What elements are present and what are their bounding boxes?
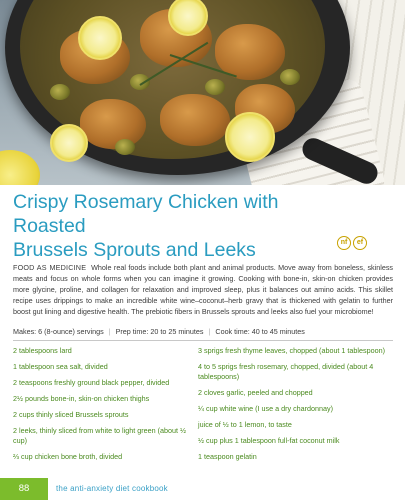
ingredients-left-column [13,346,191,467]
makes-label: Makes: [13,327,37,336]
egg-free-badge-icon: ef [353,236,367,250]
divider [13,340,393,341]
lemon-slice [50,124,88,162]
ingredient: 2 cups thinly sliced Brussels sprouts [13,409,129,419]
intro-text: Whole real foods include both plant and animal products. Move away from boneless, skinless meats and focus on whole forms when you can imagine it growing. Cooking with bone-in, skin-on chicken provides more glycine, proline, and collagen for relaxation and improved sleep, plus it balances out amino acids. This skillet recipe uses drippings to make an incredible white wine–coconut–herb gravy that is thickened with gelatin to further boost gut lining and digestive health. The prebiotic fibers in Brussels sprouts and leeks also fuel your microbiome! [13,263,394,316]
ingredient: 1 tablespoon sea salt, divided [13,361,108,371]
recipe-meta [13,327,393,336]
ingredient: 2 tablespoons lard [13,346,72,355]
brussels-sprout [130,74,150,90]
prep-value: 20 to 25 minutes [150,327,204,336]
recipe-intro [13,263,393,318]
ingredient: 2 teaspoons freshly ground black pepper, divided [13,377,170,387]
ingredient: ½ cup plus 1 tablespoon full-fat coconut milk [198,435,340,445]
lemon-half [0,150,40,185]
recipe-title-line-1: Crispy Rosemary Chicken with Roasted [13,191,279,237]
brussels-sprout [50,84,70,100]
recipe-title-line-2: Brussels Sprouts and Leeks [13,239,256,261]
ingredient: ¼ cup white wine (I use a dry chardonnay) [198,403,334,413]
meta-separator: | [208,327,211,336]
recipe-title [13,190,343,262]
ingredient: 1 teaspoon gelatin [198,451,257,461]
ingredients-right-column [198,346,388,467]
cook-label: Cook time: [215,327,250,336]
ingredient: juice of ½ to 1 lemon, to taste [198,419,292,429]
brussels-sprout [280,69,300,85]
nut-free-badge-icon: nf [337,236,351,250]
ingredient: 4 to 5 sprigs fresh rosemary, chopped, divided (about 4 tablespoons) [198,361,374,381]
brussels-sprout [115,139,135,155]
chicken-thigh [160,94,230,146]
cook-value: 40 to 45 minutes [251,327,305,336]
prep-label: Prep time: [115,327,149,336]
meta-separator: | [108,327,111,336]
ingredient: 2½ pounds bone-in, skin-on chicken thighs [13,393,150,403]
book-title: the anti-anxiety diet cookbook [56,484,168,493]
recipe-photo [0,0,405,185]
diet-badges [337,236,367,250]
intro-lead: FOOD AS MEDICINE [13,263,87,272]
ingredient: 3 sprigs fresh thyme leaves, chopped (about 1 tablespoon) [198,346,385,355]
page-footer [0,478,405,500]
lemon-slice [225,112,275,162]
brussels-sprout [205,79,225,95]
ingredient: 2 leeks, thinly sliced from white to light green (about ½ cup) [13,425,186,445]
lemon-slice [78,16,122,60]
page-number: 88 [0,478,48,500]
chicken-thigh [80,99,146,149]
makes-value: 6 (8-ounce) servings [38,327,104,336]
ingredient: ⅔ cup chicken bone broth, divided [13,451,123,461]
ingredient: 2 cloves garlic, peeled and chopped [198,387,313,397]
